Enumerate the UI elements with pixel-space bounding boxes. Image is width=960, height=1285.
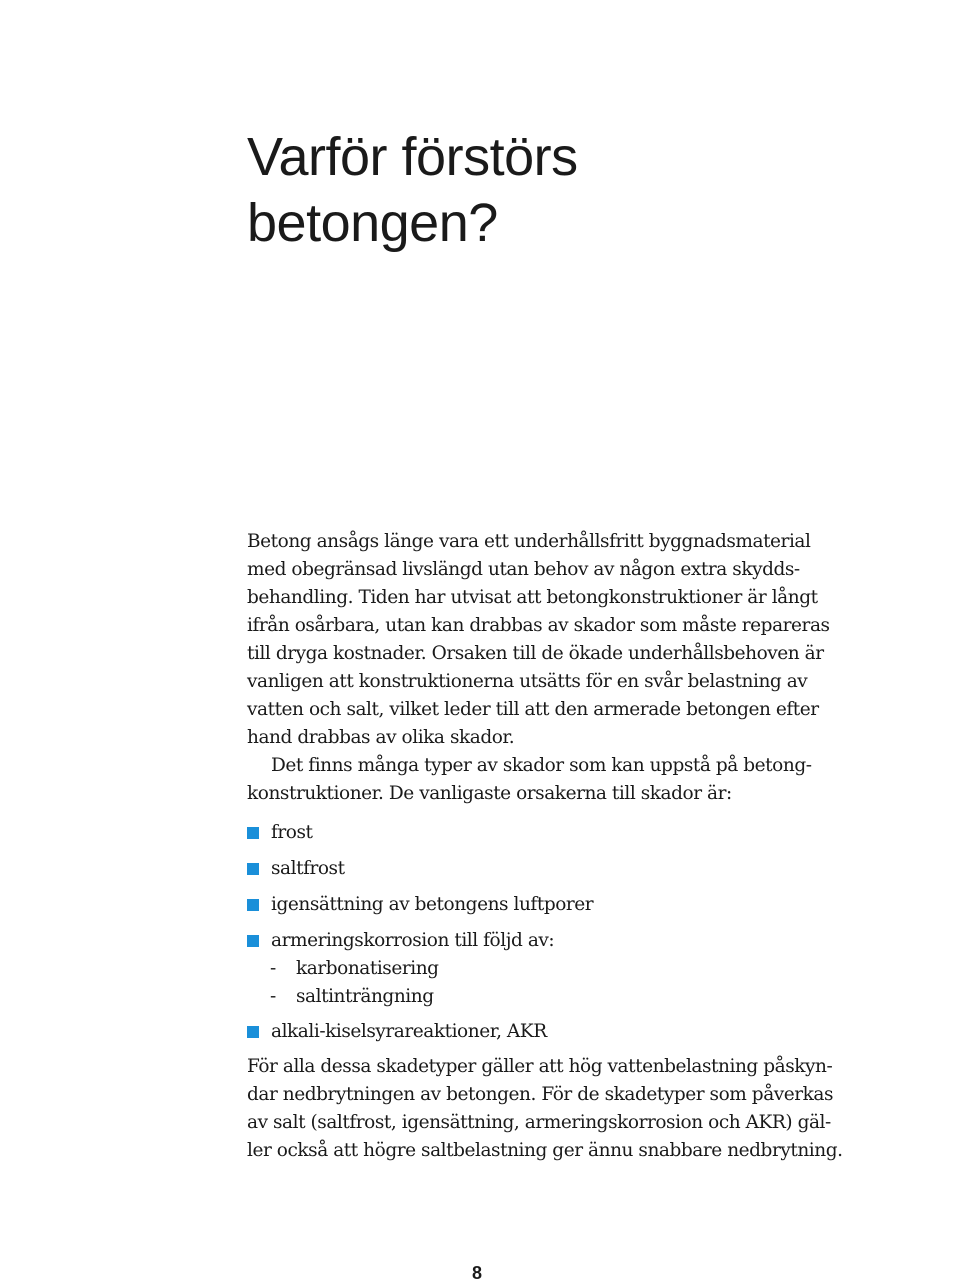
list-item-text: igensättning av betongens luftporer bbox=[271, 894, 594, 915]
list-item-text: armeringskorrosion till följd av: bbox=[271, 930, 555, 951]
intro-line: med obegränsad livslängd utan behov av någon extra skydds- bbox=[247, 559, 800, 580]
page-title-line-1: Varför förstörs bbox=[247, 127, 578, 187]
closing-line: För alla dessa skadetyper gäller att hög vattenbelastning påskyn- bbox=[247, 1056, 833, 1077]
intro-line: vatten och salt, vilket leder till att den armerade betongen efter bbox=[247, 699, 819, 720]
list-item-text: saltfrost bbox=[271, 858, 345, 879]
closing-line: ler också att högre saltbelastning ger ännu snabbare nedbrytning. bbox=[247, 1140, 843, 1161]
dash-marker: - bbox=[270, 958, 276, 979]
intro-line: till dryga kostnader. Orsaken till de ökade underhållsbehoven är bbox=[247, 643, 824, 664]
list-item bbox=[247, 1018, 847, 1046]
intro-line: Betong ansågs länge vara ett underhållsfritt byggnadsmaterial bbox=[247, 531, 811, 552]
square-bullet-icon bbox=[247, 827, 259, 839]
closing-line: av salt (saltfrost, igensättning, armeringskorrosion och AKR) gäl- bbox=[247, 1112, 831, 1133]
list-item bbox=[247, 855, 847, 883]
page-title bbox=[247, 124, 847, 256]
page-title-line-2: betongen? bbox=[247, 193, 498, 253]
square-bullet-icon bbox=[247, 935, 259, 947]
sub-list-item-text: saltinträngning bbox=[296, 986, 434, 1007]
intro-line: hand drabbas av olika skador. bbox=[247, 727, 515, 748]
intro-line: vanligen att konstruktionerna utsätts för en svår belastning av bbox=[247, 671, 808, 692]
list-item bbox=[247, 927, 847, 955]
second-paragraph bbox=[247, 752, 847, 808]
intro-line: ifrån osårbara, utan kan drabbas av skador som måste repareras bbox=[247, 615, 830, 636]
intro-paragraph bbox=[247, 528, 847, 752]
list-item-text: frost bbox=[271, 822, 313, 843]
intro-line: behandling. Tiden har utvisat att betongkonstruktioner är långt bbox=[247, 587, 818, 608]
page-number-text: 8 bbox=[472, 1263, 483, 1283]
closing-line: dar nedbrytningen av betongen. För de skadetyper som påverkas bbox=[247, 1084, 834, 1105]
dash-marker: - bbox=[270, 986, 276, 1007]
sub-list-item-text: karbonatisering bbox=[296, 958, 439, 979]
second-paragraph-line: Det finns många typer av skador som kan uppstå på betong- bbox=[271, 755, 812, 776]
list-item bbox=[247, 819, 847, 847]
closing-paragraph bbox=[247, 1053, 847, 1165]
square-bullet-icon bbox=[247, 863, 259, 875]
square-bullet-icon bbox=[247, 1026, 259, 1038]
second-paragraph-line: konstruktioner. De vanligaste orsakerna till skador är: bbox=[247, 783, 732, 804]
list-item-text: alkali-kiselsyrareaktioner, AKR bbox=[271, 1021, 547, 1042]
square-bullet-icon bbox=[247, 899, 259, 911]
list-item bbox=[247, 891, 847, 919]
